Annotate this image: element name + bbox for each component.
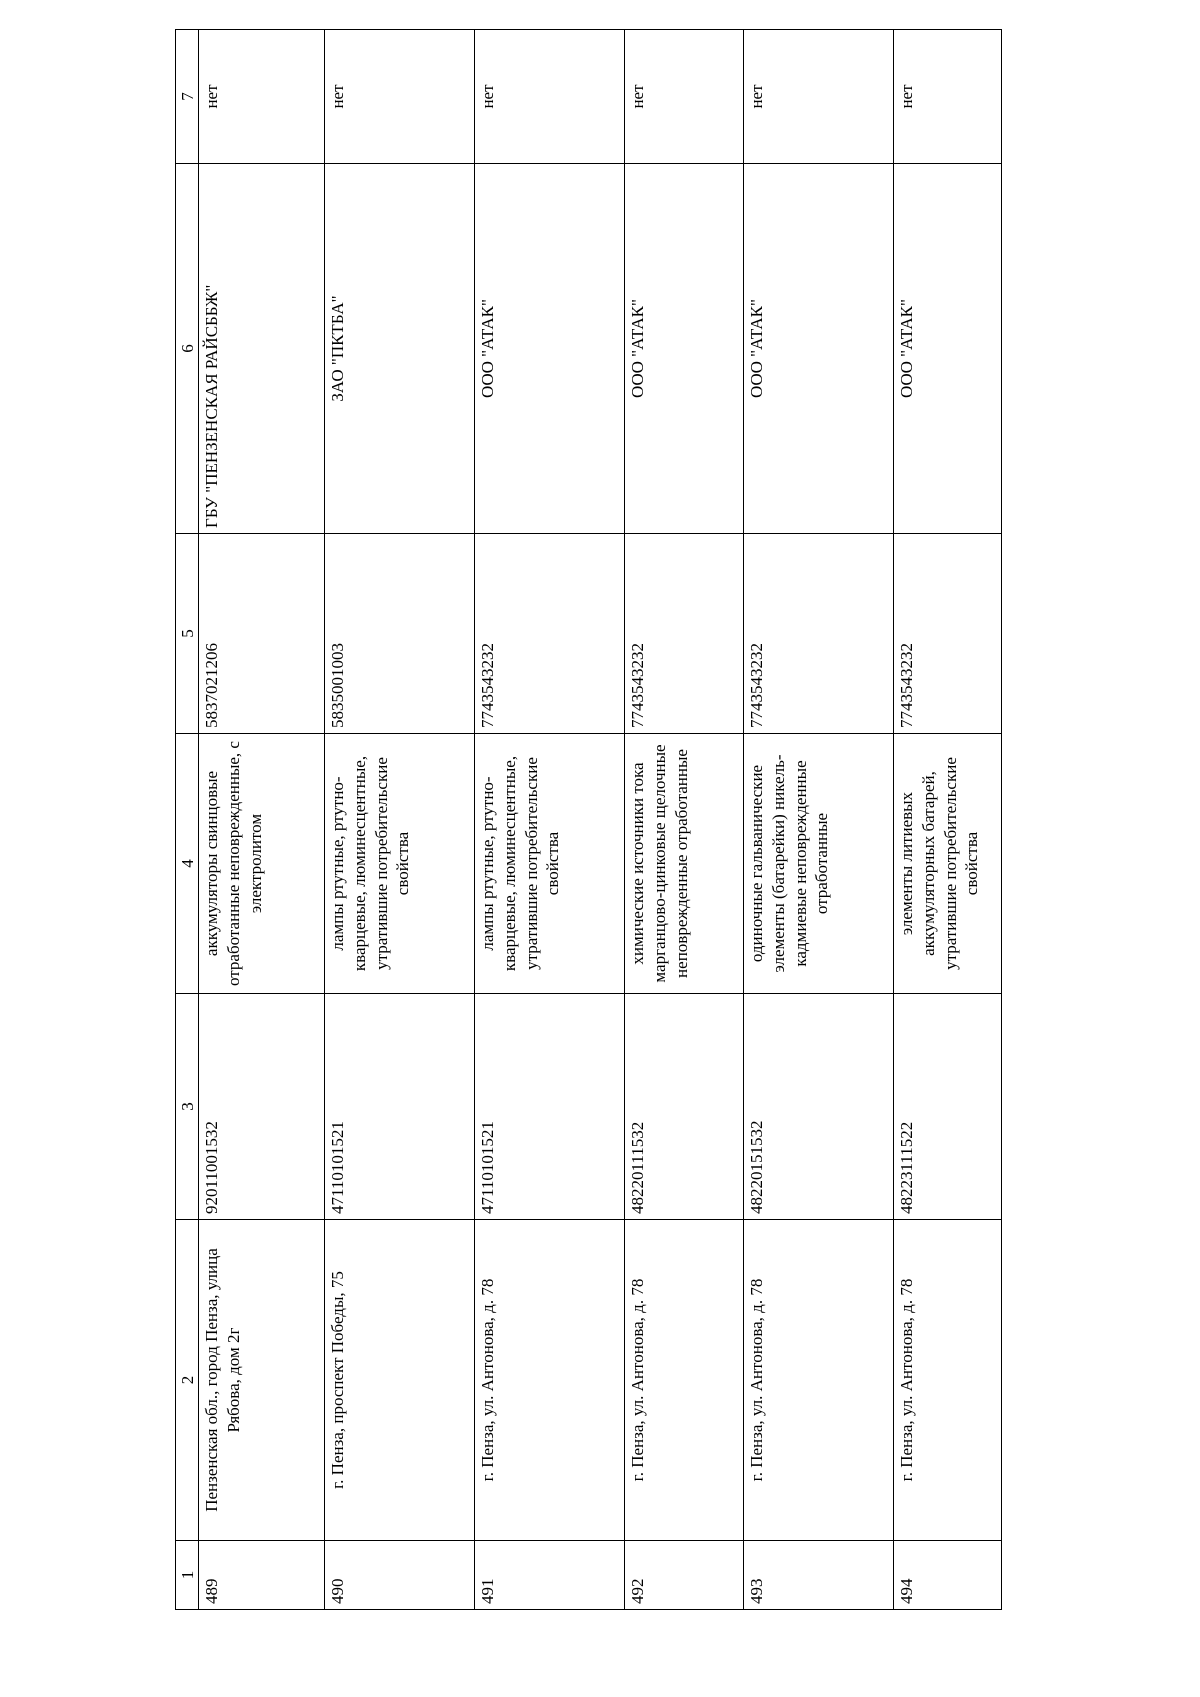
column-header: 5 <box>176 534 199 734</box>
row-number: 489 <box>199 1541 325 1610</box>
organization-cell: ООО "АТАК" <box>894 164 1002 534</box>
waste-code-cell: 92011001532 <box>199 994 325 1220</box>
inn-cell: 7743543232 <box>625 534 744 734</box>
waste-code-cell: 47110101521 <box>325 994 475 1220</box>
address-cell: Пензенская обл., город Пенза, улица Рябова, дом 2г <box>199 1220 325 1541</box>
organization-cell: ГБУ "ПЕНЗЕНСКАЯ РАЙСББЖ" <box>199 164 325 534</box>
flag-cell: нет <box>625 30 744 164</box>
flag-cell: нет <box>325 30 475 164</box>
waste-name-cell: аккумуляторы свинцовые отработанные неповрежденные, с электролитом <box>199 734 325 994</box>
waste-registry-table <box>175 29 1002 1610</box>
inn-cell: 7743543232 <box>744 534 894 734</box>
inn-cell: 5837021206 <box>199 534 325 734</box>
waste-name-cell: лампы ртутные, ртутно-кварцевые, люминесцентные, утратившие потребительские свойства <box>325 734 475 994</box>
table-row <box>475 30 625 1610</box>
column-header: 2 <box>176 1220 199 1541</box>
waste-code-cell: 48220111532 <box>625 994 744 1220</box>
waste-name-cell: элементы литиевых аккумуляторных батарей, утратившие потребительские свойства <box>894 734 1002 994</box>
waste-code-cell: 48223111522 <box>894 994 1002 1220</box>
address-cell: г. Пенза, ул. Антонова, д. 78 <box>744 1220 894 1541</box>
organization-cell: ООО "АТАК" <box>475 164 625 534</box>
organization-cell: ЗАО "ПКТБА" <box>325 164 475 534</box>
table-row <box>744 30 894 1610</box>
flag-cell: нет <box>475 30 625 164</box>
flag-cell: нет <box>894 30 1002 164</box>
inn-cell: 7743543232 <box>894 534 1002 734</box>
table-row <box>625 30 744 1610</box>
inn-cell: 7743543232 <box>475 534 625 734</box>
header-row <box>176 30 199 1610</box>
waste-code-cell: 48220151532 <box>744 994 894 1220</box>
flag-cell: нет <box>199 30 325 164</box>
column-header: 7 <box>176 30 199 164</box>
column-header: 6 <box>176 164 199 534</box>
waste-name-cell: лампы ртутные, ртутно-кварцевые, люминесцентные, утратившие потребительские свойства <box>475 734 625 994</box>
address-cell: г. Пенза, ул. Антонова, д. 78 <box>894 1220 1002 1541</box>
row-number: 494 <box>894 1541 1002 1610</box>
waste-code-cell: 47110101521 <box>475 994 625 1220</box>
address-cell: г. Пенза, проспект Победы, 75 <box>325 1220 475 1541</box>
column-header: 3 <box>176 994 199 1220</box>
column-header: 4 <box>176 734 199 994</box>
row-number: 491 <box>475 1541 625 1610</box>
table-row <box>199 30 325 1610</box>
organization-cell: ООО "АТАК" <box>625 164 744 534</box>
column-header: 1 <box>176 1541 199 1610</box>
row-number: 493 <box>744 1541 894 1610</box>
waste-name-cell: одиночные гальванические элементы (батарейки) никель-кадмиевые неповрежденные отработанные <box>744 734 894 994</box>
rotated-page <box>175 30 1000 1610</box>
table-row <box>894 30 1002 1610</box>
table-row <box>325 30 475 1610</box>
flag-cell: нет <box>744 30 894 164</box>
row-number: 492 <box>625 1541 744 1610</box>
organization-cell: ООО "АТАК" <box>744 164 894 534</box>
row-number: 490 <box>325 1541 475 1610</box>
address-cell: г. Пенза, ул. Антонова, д. 78 <box>625 1220 744 1541</box>
address-cell: г. Пенза, ул. Антонова, д. 78 <box>475 1220 625 1541</box>
inn-cell: 5835001003 <box>325 534 475 734</box>
waste-name-cell: химические источники тока марганцово-цинковые щелочные неповрежденные отработанные <box>625 734 744 994</box>
